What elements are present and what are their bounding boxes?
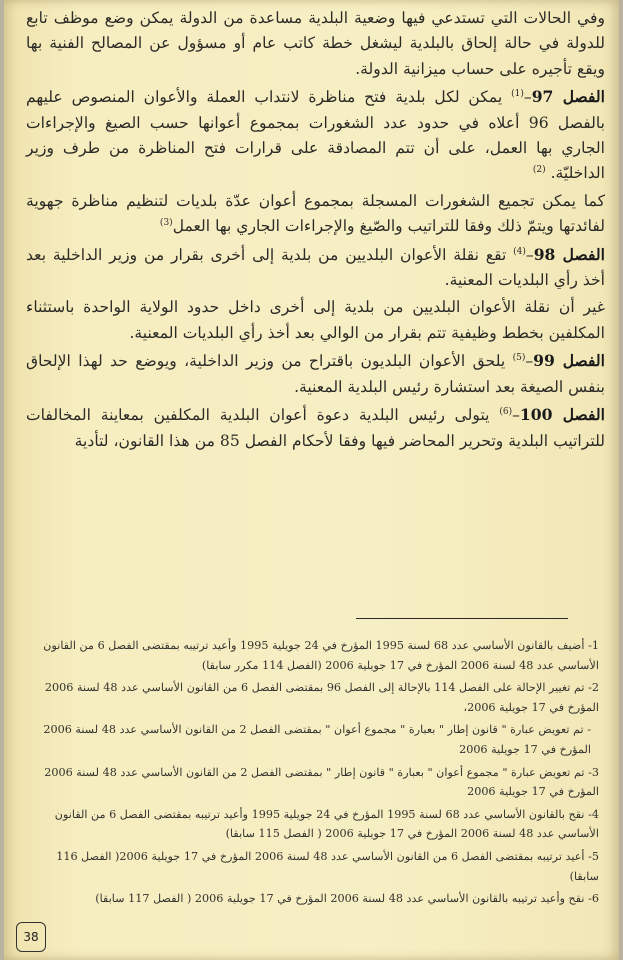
footnote-ref-5: (5) [512,353,526,364]
article-97-text: يمكن لكل بلدية فتح مناظرة لانتداب العملة والأعوان المنصوص عليهم بالفصل 96 أعلاه في حدود عدد الشغورات بمجموع أعوانها حسب الصيغ والإجراءات الجاري بها العمل، على أن تتم المصادقة على قرارات فتح المناظرة من طرف وزير الداخليّة. [26,88,605,183]
book-page [4,0,619,960]
article-97: الفصل 97–$^{(1)}$ يمكن لكل بلدية فتح مناظرة لانتداب العملة والأعوان المنصوص عليهم بالفصل 96 أعلاه في حدود عدد الشغورات بمجموع أعوانها حسب الصيغ والإجراءات الجاري بها العمل، على أن تتم المصادقة على قرارات فتح المناظرة من طرف وزير الداخليّة. $^{(2)}$ [26,87,606,183]
footnote-1: 1- أضيف بالقانون الأساسي عدد 68 لسنة 1995 المؤرخ في 24 جويلية 1995 وأعيد ترتيبه بمقتضى الفصل 6 من القانون الأساسي عدد 48 لسنة 2006 المؤرخ في 17 جويلية 2006 (الفصل 114 مكرر سابقا) [43,639,599,672]
footnotes [26,636,599,912]
article-100-heading: الفصل 100 [519,405,605,425]
footnote-2: 2- تم تغيير الإحالة على الفصل 114 بالإحالة إلى الفصل 96 بمقتضى الفصل 6 من القانون الأساسي عدد 48 لسنة 2006 المؤرخ في 17 جويلية 2006، [44,681,599,714]
footnote-6: 6- نقح وأعيد ترتيبه بالقانون الأساسي عدد 48 لسنة 2006 المؤرخ في 17 جويلية 2006 ( الفصل 117 سابقا) [95,892,599,906]
article-100-text: يتولى رئيس البلدية دعوة أعوان البلدية المكلفين بمعاينة المخالفات للتراتيب البلدية وتحرير المحاضر فيها وفقا لأحكام الفصل 85 من هذا القانون، لتأدية [26,406,605,450]
footnote-ref-6: (6) [499,406,513,417]
article-98-heading: الفصل 98 [533,244,605,264]
footnote-ref-4: (4) [513,246,526,257]
main-text [26,6,605,454]
footnote-5: 5- أعيد ترتيبه بمقتضى الفصل 6 من القانون الأساسي عدد 48 لسنة 2006 المؤرخ في 17 جويلية 2006( الفصل 116 سابقا) [56,849,599,883]
footnote-ref-1: (1) [511,89,524,100]
footnote-ref-3: (3) [159,218,173,229]
article-99-text: يلحق الأعوان البلديون باقتراح من وزير الداخلية، ويوضع حد لهذا الإلحاق بنفس الصيغة بعد استشارة رئيس البلدية المعنية. [26,352,605,396]
page-number: 38 [16,922,46,952]
footnote-3: 3- تم تعويض عبارة " مجموع أعوان " بعبارة " قانون إطار " بمقتضى الفصل 2 من القانون الأساسي عدد 48 لسنة 2006 المؤرخ في 17 جويلية 2006 [44,765,599,799]
article-99-heading: الفصل 99 [533,351,606,371]
footnote-divider [356,618,568,619]
paragraph-regional-competition: كما يمكن تجميع الشغورات المسجلة بمجموع أعوان عدّة بلديات لتنظيم مناظرة جهوية لفائدتها ويتمّ ذلك وفقا للتراتيب والصّيغ والإجراءات الجاري بها العمل$^{(3)}$ [26,191,605,236]
article-98-text: تقع نقلة الأعوان البلديين من بلدية إلى أخرى بقرار من وزير الداخلية بعد أخذ رأي البلديات المعنية. [26,245,605,290]
footnote-ref-2: (2) [532,165,546,176]
footnote-2-continued: - تم تعويض عبارة " قانون إطار " بعبارة " مجموع أعوان " بمقتضى الفصل 2 من القانون الأساسي عدد 48 لسنة 2006 المؤرخ في 17 جويلية 2006 [43,723,591,756]
footnote-4: 4- نقح بالقانون الأساسي عدد 68 لسنة 1995 المؤرخ في 24 جويلية 1995 وأعيد ترتيبه بمقتضى الفصل 6 من القانون الأساسي عدد 48 لسنة 2006 المؤرخ في 17 جويلية 2006 ( الفصل 115 سابقا) [54,807,599,841]
paragraph-transfer: غير أن نقلة الأعوان البلديين من بلدية إلى أخرى داخل حدود الولاية الواحدة باستثناء المكلفين بخطط وظيفية تتم بقرار من الوالي بعد أخذ رأي البلديات المعنية. [26,298,605,342]
article-100: الفصل 100–$^{(6)}$ يتولى رئيس البلدية دعوة أعوان البلدية المكلفين بمعاينة المخالفات للتراتيب البلدية وتحرير المحاضر فيها وفقا لأحكام الفصل 85 من هذا القانون، لتأدية [26,405,605,450]
paragraph-intro: وفي الحالات التي تستدعي فيها وضعية البلدية مساعدة من الدولة يمكن وضع موظف تابع للدولة في حالة إلحاق بالبلدية ليشغل خطة كاتب عام أو مسؤول عن المصالح الفنية بها ويقع تأجيره على حساب ميزانية الدولة. [26,9,605,78]
article-98: الفصل 98–$^{(4)}$ تقع نقلة الأعوان البلديين من بلدية إلى أخرى بقرار من وزير الداخلية بعد أخذ رأي البلديات المعنية. [26,244,605,290]
article-97-heading: الفصل 97 [531,87,606,107]
article-99: الفصل 99–$^{(5)}$ يلحق الأعوان البلديون باقتراح من وزير الداخلية، ويوضع حد لهذا الإلحاق بنفس الصيغة بعد استشارة رئيس البلدية المعنية. [26,351,606,396]
